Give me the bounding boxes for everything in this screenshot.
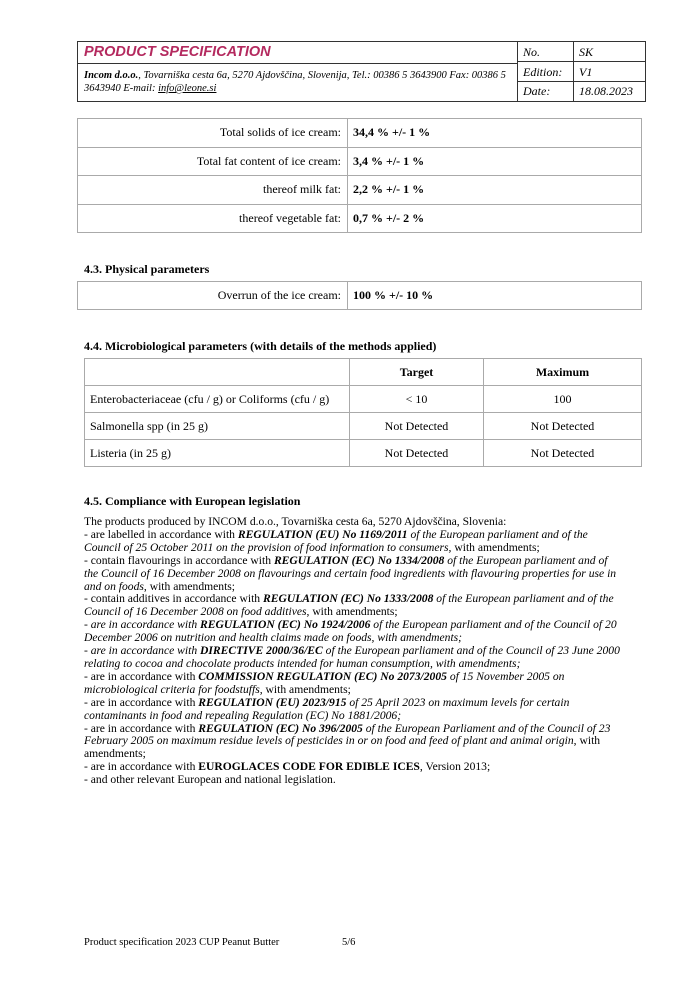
item-suffix: with amendments;: [451, 540, 540, 554]
item-prefix: - are in accordance with: [84, 695, 199, 709]
compliance-text: [84, 516, 624, 787]
item-prefix: - and other relevant European and national legislation.: [84, 773, 336, 787]
table-cell: Enterobacteriaceae (cfu / g) or Coliforms (cfu / g): [85, 386, 350, 413]
compliance-item: [84, 555, 624, 594]
table-row: [78, 204, 642, 233]
regulation-description: of the European parliament and of the Council of 16 December 2008 on flavourings and certain food ingredients with flavouring properties for use in and on foods: [84, 553, 617, 593]
row-value: 34,4 % +/- 1 %: [348, 119, 642, 148]
section-heading-compliance: 4.5. Compliance with European legislation: [84, 494, 301, 508]
meta-value: 18.08.2023: [579, 84, 633, 98]
table-row: [78, 147, 642, 176]
divider: [78, 63, 518, 64]
table-row: [78, 282, 642, 310]
item-prefix: - are in accordance with: [84, 644, 201, 658]
meta-row-date: [518, 82, 645, 101]
column-header: [85, 359, 350, 386]
table-cell: 100: [484, 386, 642, 413]
meta-row-edition: [518, 62, 645, 82]
compliance-item: [84, 723, 624, 762]
item-prefix: - contain additives in accordance with: [84, 592, 263, 606]
item-suffix: with amendments;: [262, 682, 351, 696]
regulation-description: of 15 November 2005 on microbiological criteria for foodstuffs,: [84, 669, 565, 696]
meta-row-number: [518, 42, 645, 62]
document-title: PRODUCT SPECIFICATION: [84, 44, 271, 60]
compliance-item: [84, 529, 624, 555]
item-suffix: , with amendments;: [143, 579, 236, 593]
footer-document-name: Product specification 2023 CUP Peanut Butter: [84, 937, 280, 948]
row-value: 100 % +/- 10 %: [348, 282, 642, 310]
meta-key: Date:: [518, 82, 574, 101]
regulation-reference: COMMISSION REGULATION (EC) No 2073/2005: [198, 669, 447, 683]
table-cell: Not Detected: [350, 413, 484, 440]
table-cell: Not Detected: [484, 413, 642, 440]
item-prefix: - are in accordance with: [84, 669, 199, 683]
regulation-reference: REGULATION (EC) No 1924/2006: [200, 618, 371, 632]
row-label: Overrun of the ice cream:: [78, 282, 348, 310]
regulation-reference: DIRECTIVE 2000/36/EC: [200, 644, 323, 658]
row-value: 3,4 % +/- 1 %: [348, 147, 642, 176]
regulation-description: of the European parliament and of the Council of 25 October 2011 on the provision of food information to consumers,: [84, 527, 588, 554]
regulation-reference: EUROGLACES CODE FOR EDIBLE ICES: [198, 760, 420, 774]
physical-table: [77, 281, 642, 310]
compliance-item: [84, 645, 624, 671]
table-row: [78, 119, 642, 148]
section-heading-micro: 4.4. Microbiological parameters (with details of the methods applied): [84, 339, 437, 353]
row-label: Total solids of ice cream:: [78, 119, 348, 148]
item-prefix: - are in accordance with: [84, 618, 201, 632]
row-value: 2,2 % +/- 1 %: [348, 176, 642, 205]
company-address: , Tovarniška cesta 6a, 5270 Ajdovščina, Slovenija, Tel.: 00386 5 3643900 Fax: 00386 5 3643940 E-mail:: [84, 70, 506, 94]
row-value: 0,7 % +/- 2 %: [348, 204, 642, 233]
row-label: Total fat content of ice cream:: [78, 147, 348, 176]
compliance-item: [84, 619, 624, 645]
item-prefix: - are labelled in accordance with: [84, 527, 238, 541]
item-suffix: , with amendments;: [84, 734, 601, 761]
regulation-reference: REGULATION (EU) No 1169/2011: [237, 527, 408, 541]
regulation-description: of the European parliament and of the Council of 20 December 2006 on nutrition and health claims made on foods, with amendments;: [84, 618, 617, 645]
row-label: thereof milk fat:: [78, 176, 348, 205]
table-cell: Not Detected: [484, 440, 642, 467]
regulation-description: of the European Parliament and of the Council of 23 February 2005 on maximum residue levels of pesticides in or on food and feed of plant and animal origin: [84, 721, 611, 748]
regulation-reference: REGULATION (EC) No 1333/2008: [263, 592, 434, 606]
email-link[interactable]: info@leone.si: [158, 83, 217, 94]
table-cell: < 10: [350, 386, 484, 413]
item-suffix: , with amendments;: [306, 605, 398, 619]
company-info: [84, 69, 514, 95]
compliance-item: [84, 774, 624, 787]
company-name: Incom d.o.o.: [84, 70, 139, 81]
table-cell: Listeria (in 25 g): [85, 440, 350, 467]
regulation-reference: REGULATION (EU) 2023/915: [198, 695, 347, 709]
column-header: Maximum: [484, 359, 642, 386]
item-suffix: , Version 2013;: [419, 760, 491, 774]
spec-header: [77, 41, 646, 102]
composition-table: [77, 118, 642, 233]
table-row: [85, 386, 642, 413]
regulation-reference: REGULATION (EC) No 1334/2008: [273, 553, 445, 567]
row-label: thereof vegetable fat:: [78, 204, 348, 233]
compliance-item: [84, 593, 624, 619]
table-cell: Not Detected: [350, 440, 484, 467]
section-heading-physical: 4.3. Physical parameters: [84, 262, 210, 276]
regulation-reference: REGULATION (EC) No 396/2005: [198, 721, 363, 735]
footer-page-number: 5/6: [342, 937, 356, 948]
meta-value: SK: [579, 45, 594, 59]
header-left: [78, 42, 518, 101]
meta-key: Edition:: [518, 62, 574, 82]
micro-table: [84, 358, 642, 467]
regulation-description: of 25 April 2023 on maximum levels for certain contaminants in food and repealing Regulation (EC) No 1881/2006;: [84, 695, 570, 722]
regulation-description: of the European parliament and of the Council of 16 December 2008 on food additives: [84, 592, 614, 619]
compliance-item: [84, 697, 624, 723]
meta-value: V1: [579, 65, 593, 79]
item-prefix: - are in accordance with: [84, 721, 199, 735]
compliance-intro: The products produced by INCOM d.o.o., Tovarniška cesta 6a, 5270 Ajdovščina, Slovenia:: [84, 515, 507, 528]
table-header-row: [85, 359, 642, 386]
table-row: [78, 176, 642, 205]
table-row: [85, 440, 642, 467]
meta-key: No.: [518, 42, 574, 62]
column-header: Target: [350, 359, 484, 386]
item-prefix: - contain flavourings in accordance with: [84, 553, 274, 567]
table-cell: Salmonella spp (in 25 g): [85, 413, 350, 440]
compliance-item: [84, 671, 624, 697]
table-row: [85, 413, 642, 440]
regulation-description: of the European parliament and of the Council of 23 June 2000 relating to cocoa and chocolate products intended for human consumption, with amendments;: [84, 644, 620, 670]
header-meta: [518, 42, 645, 101]
item-prefix: - are in accordance with: [84, 760, 199, 774]
